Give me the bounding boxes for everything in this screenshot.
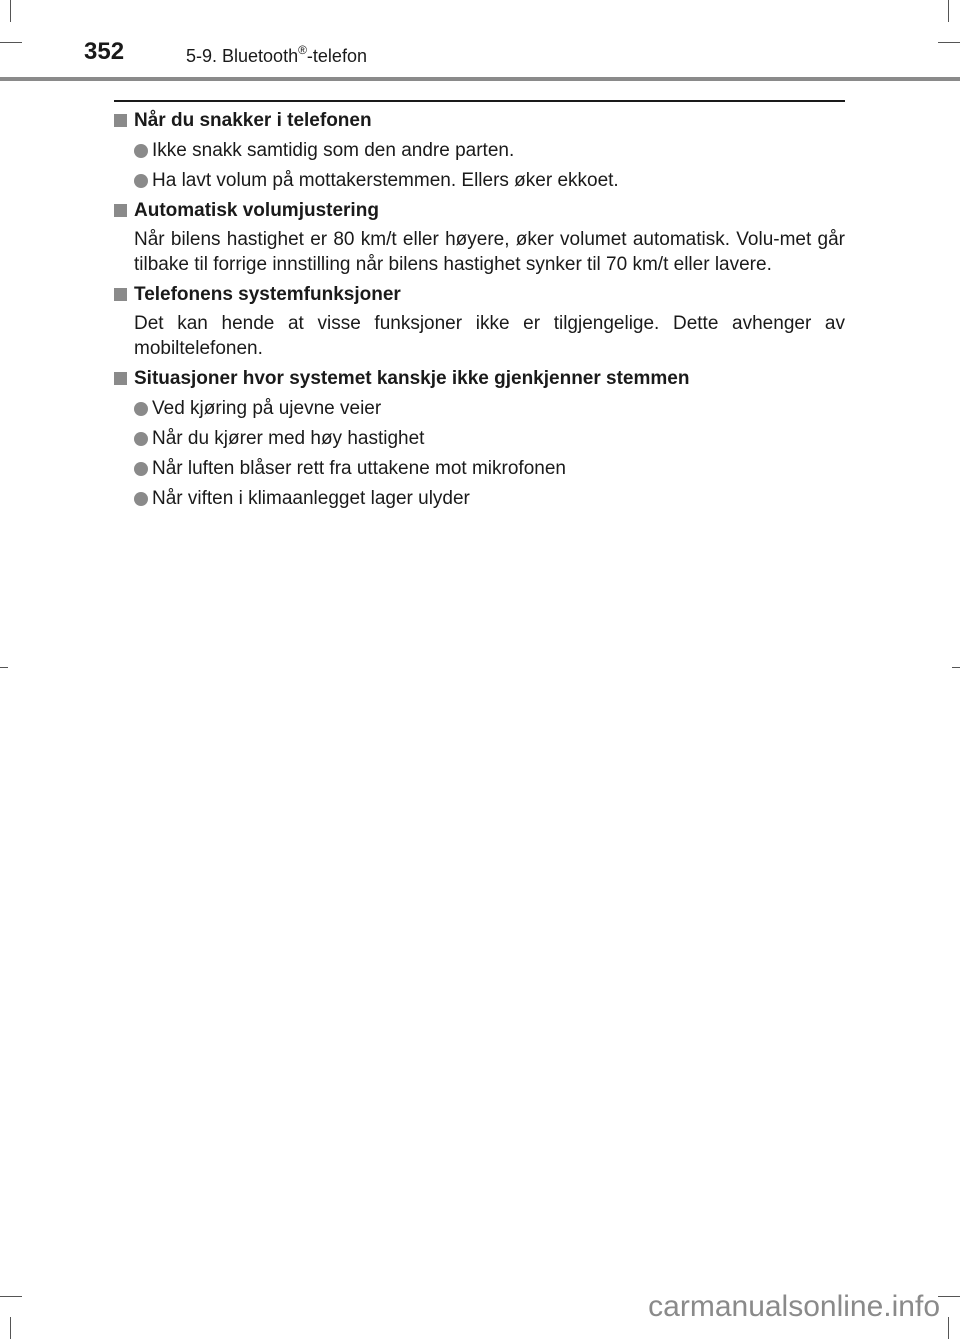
page-number: 352	[84, 38, 125, 65]
crop-mark	[10, 1317, 11, 1339]
crop-mark	[938, 1296, 960, 1297]
content-divider	[114, 100, 845, 102]
section-paragraph: Det kan hende at visse funksjoner ikke er tilgjengelige. Dette avhenger av mobiltelefonen.	[134, 313, 845, 359]
section-paragraph: Når bilens hastighet er 80 km/t eller høyere, øker volumet automatisk. Volu-met går tilbake til forrige innstilling når bilens hastighet synker til 70 km/t eller lavere.	[134, 229, 845, 275]
section-title-suffix: -telefon	[306, 46, 367, 66]
list-item	[114, 137, 845, 165]
crop-mark	[948, 1317, 949, 1339]
list-item	[114, 167, 845, 195]
crop-mark	[0, 42, 22, 43]
list-item-text: Når viften i klimaanlegget lager ulyder	[152, 488, 470, 509]
list-item-text: Ikke snakk samtidig som den andre parten.	[152, 140, 515, 161]
crop-mark	[938, 42, 960, 43]
list-item-text: Når luften blåser rett fra uttakene mot mikrofonen	[152, 458, 566, 479]
crop-mark	[10, 0, 11, 22]
crop-mark	[0, 1296, 22, 1297]
section-heading-text: Situasjoner hvor systemet kanskje ikke gjenkjenner stemmen	[134, 368, 690, 389]
circle-bullet-icon	[134, 144, 148, 158]
square-bullet-icon	[114, 288, 127, 301]
square-bullet-icon	[114, 204, 127, 217]
list-item	[114, 485, 845, 513]
list-item	[114, 425, 845, 453]
list-item-text: Ha lavt volum på mottakerstemmen. Ellers øker ekkoet.	[152, 170, 619, 191]
crop-mark	[948, 0, 949, 22]
square-bullet-icon	[114, 114, 127, 127]
watermark: carmanualsonline.info	[648, 1290, 940, 1323]
registered-mark: ®	[298, 43, 307, 57]
circle-bullet-icon	[134, 462, 148, 476]
crop-mark	[952, 667, 960, 668]
crop-mark	[0, 667, 8, 668]
section-heading	[114, 107, 845, 135]
section-heading-text: Telefonens systemfunksjoner	[134, 284, 401, 305]
section-title-prefix: 5-9. Bluetooth	[186, 46, 299, 66]
circle-bullet-icon	[134, 432, 148, 446]
list-item-text: Ved kjøring på ujevne veier	[152, 398, 382, 419]
list-item	[114, 455, 845, 483]
section-heading	[114, 365, 845, 393]
section-title	[186, 43, 367, 67]
section-heading	[114, 281, 845, 309]
header-rule	[0, 77, 960, 81]
square-bullet-icon	[114, 372, 127, 385]
section-heading-text: Automatisk volumjustering	[134, 200, 379, 221]
circle-bullet-icon	[134, 402, 148, 416]
circle-bullet-icon	[134, 492, 148, 506]
list-item-text: Når du kjører med høy hastighet	[152, 428, 425, 449]
section-heading	[114, 197, 845, 225]
section-heading-text: Når du snakker i telefonen	[134, 110, 372, 131]
list-item	[114, 395, 845, 423]
page-content	[114, 107, 845, 515]
circle-bullet-icon	[134, 174, 148, 188]
